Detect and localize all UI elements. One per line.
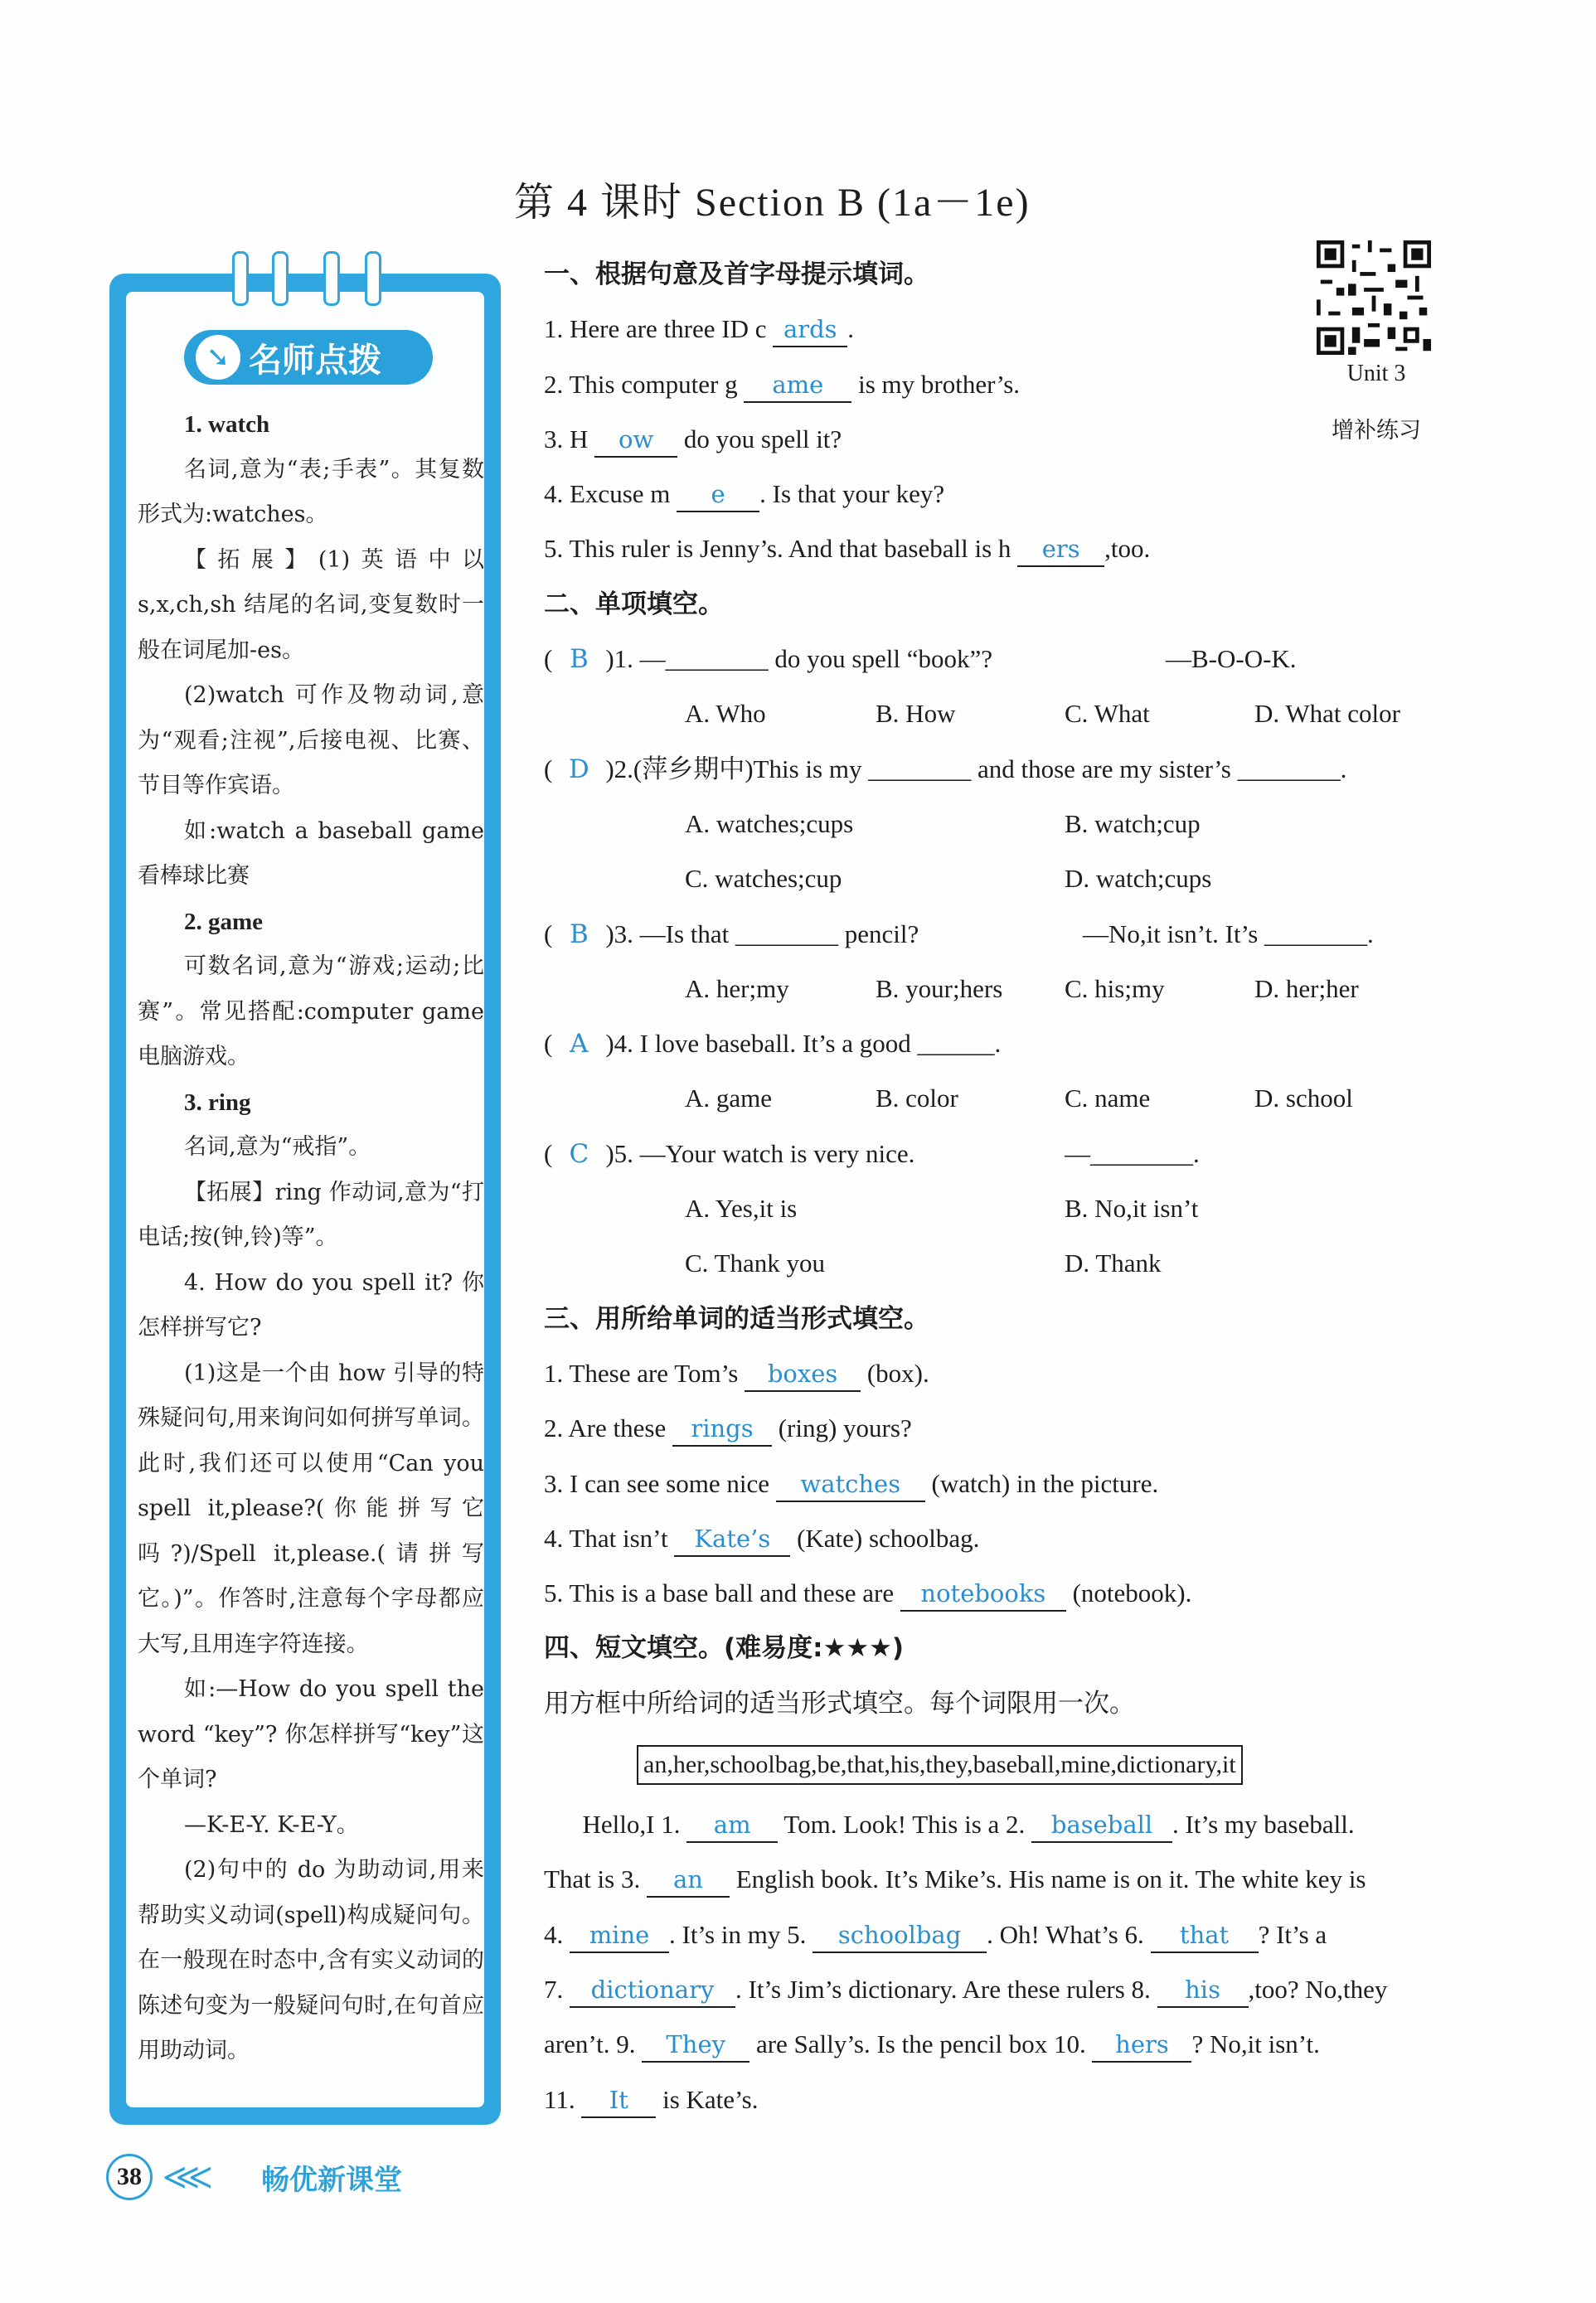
section-heading-1: 一、根据句意及首字母提示填词。	[544, 259, 929, 289]
tip-paragraph: 可数名词,意为“游戏;运动;比赛”。常见搭配:computer game 电脑游戏。	[138, 953, 484, 1069]
passage-line-1: Hello,I 1. am Tom. Look! This is a 2. baseball . It’s my baseball.	[544, 1797, 1506, 1852]
mc-answer[interactable]: B	[569, 919, 589, 949]
tip-paragraph: (2)watch 可作及物动词,意为“观看;注视”,后接电视、比赛、节目等作宾语。	[138, 682, 484, 798]
mc-options-4: A. game B. color C. name D. school	[685, 1084, 1353, 1113]
section-instruction: 用方框中所给词的适当形式填空。每个词限用一次。	[544, 1688, 1135, 1719]
answer-blank[interactable]: watches	[776, 1467, 925, 1502]
fill-item-1: 1. Here are three ID c ards .	[544, 302, 1506, 356]
word-box: an,her,schoolbag,be,that,his,they,baseball,mine,dictionary,it	[637, 1745, 1243, 1785]
exercise-content	[544, 247, 1506, 2127]
page-title: 第 4 课时 Section B (1a－1e)	[514, 181, 1031, 225]
tip-paragraph: (2)句中的 do 为助动词,用来帮助实义动词(spell)构成疑问句。在一般现在时态中,含有实义动词的陈述句变为一般疑问句时,在句首应用助动词。	[138, 1857, 484, 2063]
answer-blank[interactable]: ame	[744, 368, 851, 403]
mc-question-4: ( A )4. I love baseball. It’s a good ______.	[544, 1016, 1506, 1071]
form-item-1: 1. These are Tom’s boxes (box).	[544, 1346, 1506, 1401]
answer-blank[interactable]: hers	[1092, 2028, 1191, 2063]
tip-paragraph: 4. How do you spell it? 你怎样拼写它?	[138, 1269, 484, 1341]
form-item-3: 3. I can see some nice watches (watch) in the picture.	[544, 1457, 1506, 1511]
brand-name: 畅优新课堂	[261, 2164, 402, 2197]
answer-blank[interactable]: that	[1151, 1918, 1259, 1953]
fill-item-4: 4. Excuse m e . Is that your key?	[544, 467, 1506, 521]
page-number: 38	[106, 2154, 153, 2200]
answer-blank[interactable]: ards	[773, 313, 847, 347]
answer-blank[interactable]: ers	[1017, 532, 1104, 567]
answer-blank[interactable]: They	[642, 2028, 749, 2063]
answer-blank[interactable]: It	[581, 2083, 656, 2118]
fill-item-3: 3. H ow do you spell it?	[544, 412, 1506, 467]
answer-blank[interactable]: an	[647, 1863, 730, 1898]
mc-answer[interactable]: C	[569, 1138, 589, 1169]
answer-blank[interactable]: e	[677, 478, 759, 512]
answer-blank[interactable]: dictionary	[570, 1973, 735, 2008]
section-heading-2: 二、单项填空。	[544, 589, 724, 619]
fill-item-5: 5. This ruler is Jenny’s. And that baseball is h ers ,too.	[544, 521, 1506, 576]
answer-blank[interactable]: schoolbag	[813, 1918, 987, 1953]
passage-line-2: That is 3. an English book. It’s Mike’s. His name is on it. The white key is	[544, 1852, 1506, 1907]
tip-paragraph: 名词,意为“戒指”。	[184, 1134, 371, 1160]
mc-options-5b: C. Thank you D. Thank	[685, 1248, 1162, 1278]
fill-item-2: 2. This computer g ame is my brother’s.	[544, 357, 1506, 412]
passage-line-6: 11. It is Kate’s.	[544, 2073, 1506, 2127]
tip-paragraph: 如:—How do you spell the word “key”? 你怎样拼写“key”这个单词?	[138, 1676, 484, 1792]
tip-header-text: 名师点拨	[249, 341, 381, 380]
passage-line-5: aren’t. 9. They are Sally’s. Is the pencil box 10. hers ? No,it isn’t.	[544, 2017, 1506, 2072]
form-item-4: 4. That isn’t Kate’s (Kate) schoolbag.	[544, 1511, 1506, 1566]
tip-heading: 1. watch	[184, 411, 270, 438]
mc-question-3: ( B )3. —Is that ________ pencil? —No,it isn’t. It’s ________.	[544, 907, 1506, 962]
answer-blank[interactable]: boxes	[745, 1357, 861, 1392]
mc-question-1: ( B )1. —________ do you spell “book”? —B-O-O-K.	[544, 632, 1506, 686]
answer-blank[interactable]: ow	[594, 423, 677, 458]
passage-line-3: 4. mine . It’s in my 5. schoolbag . Oh! What’s 6. that ? It’s a	[544, 1908, 1506, 1962]
answer-blank[interactable]: notebooks	[900, 1577, 1066, 1612]
mc-options-3: A. her;my B. your;hers C. his;my D. her;her	[685, 973, 1359, 1003]
mc-answer[interactable]: A	[570, 1029, 589, 1059]
arrow-icon: ➘	[196, 335, 240, 380]
qr-sublabel: 增补练习	[1332, 418, 1421, 444]
section-heading-4: 四、短文填空。(难易度:★★★)	[544, 1633, 905, 1664]
tip-paragraph: —K-E-Y. K-E-Y。	[184, 1811, 359, 1838]
binder-rings	[232, 251, 398, 309]
mc-answer[interactable]: B	[569, 644, 589, 675]
answer-blank[interactable]: mine	[570, 1918, 669, 1953]
mc-answer[interactable]: D	[568, 754, 589, 784]
mc-question-5: ( C )5. —Your watch is very nice. —________.	[544, 1127, 1506, 1181]
tip-paragraph: (1)这是一个由 how 引导的特殊疑问句,用来询问如何拼写单词。此时,我们还可以使用“Can you spell it,please?(你能拼写它吗?)/Spell it,please.(请拼写它。)”。作答时,注意每个字母都应大写,且用连字符连接。	[138, 1360, 484, 1657]
mc-question-2: ( D )2.(萍乡期中)This is my ________ and those are my sister’s ________.	[544, 742, 1506, 797]
tip-paragraph: 【拓展】(1)英语中以 s,x,ch,sh 结尾的名词,变复数时一般在词尾加-es。	[138, 546, 484, 663]
mc-options-5a: A. Yes,it is B. No,it isn’t	[685, 1194, 1199, 1224]
form-item-5: 5. This is a base ball and these are notebooks (notebook).	[544, 1566, 1506, 1621]
mc-options-2b: C. watches;cup D. watch;cups	[685, 864, 1212, 894]
qr-label: Unit 3	[1346, 361, 1406, 386]
mc-options-2a: A. watches;cups B. watch;cup	[685, 808, 1201, 838]
tip-heading: 2. game	[184, 908, 264, 935]
form-item-2: 2. Are these rings (ring) yours?	[544, 1401, 1506, 1456]
word-box-row	[544, 1731, 1506, 1797]
answer-blank[interactable]: baseball	[1031, 1808, 1172, 1843]
tip-paragraph: 名词,意为“表;手表”。其复数形式为:watches。	[138, 456, 484, 527]
mc-options-1: A. Who B. How C. What D. What color	[685, 699, 1400, 729]
tip-header-badge	[184, 330, 433, 385]
passage-line-4: 7. dictionary . It’s Jim’s dictionary. Are these rulers 8. his ,too? No,they	[544, 1962, 1506, 2017]
answer-blank[interactable]: his	[1157, 1973, 1249, 2008]
answer-blank[interactable]: Kate’s	[674, 1522, 790, 1557]
tip-paragraph: 【拓展】ring 作动词,意为“打电话;按(钟,铃)等”。	[138, 1179, 484, 1250]
tip-paragraph: 如:watch a baseball game 看棒球比赛	[138, 817, 484, 889]
answer-blank[interactable]: am	[686, 1808, 778, 1843]
answer-blank[interactable]: rings	[672, 1412, 772, 1447]
chevron-left-icon: <<<	[163, 2155, 201, 2202]
section-heading-3: 三、用所给单词的适当形式填空。	[544, 1303, 929, 1334]
tip-heading: 3. ring	[184, 1088, 251, 1116]
tip-text	[138, 402, 484, 2074]
